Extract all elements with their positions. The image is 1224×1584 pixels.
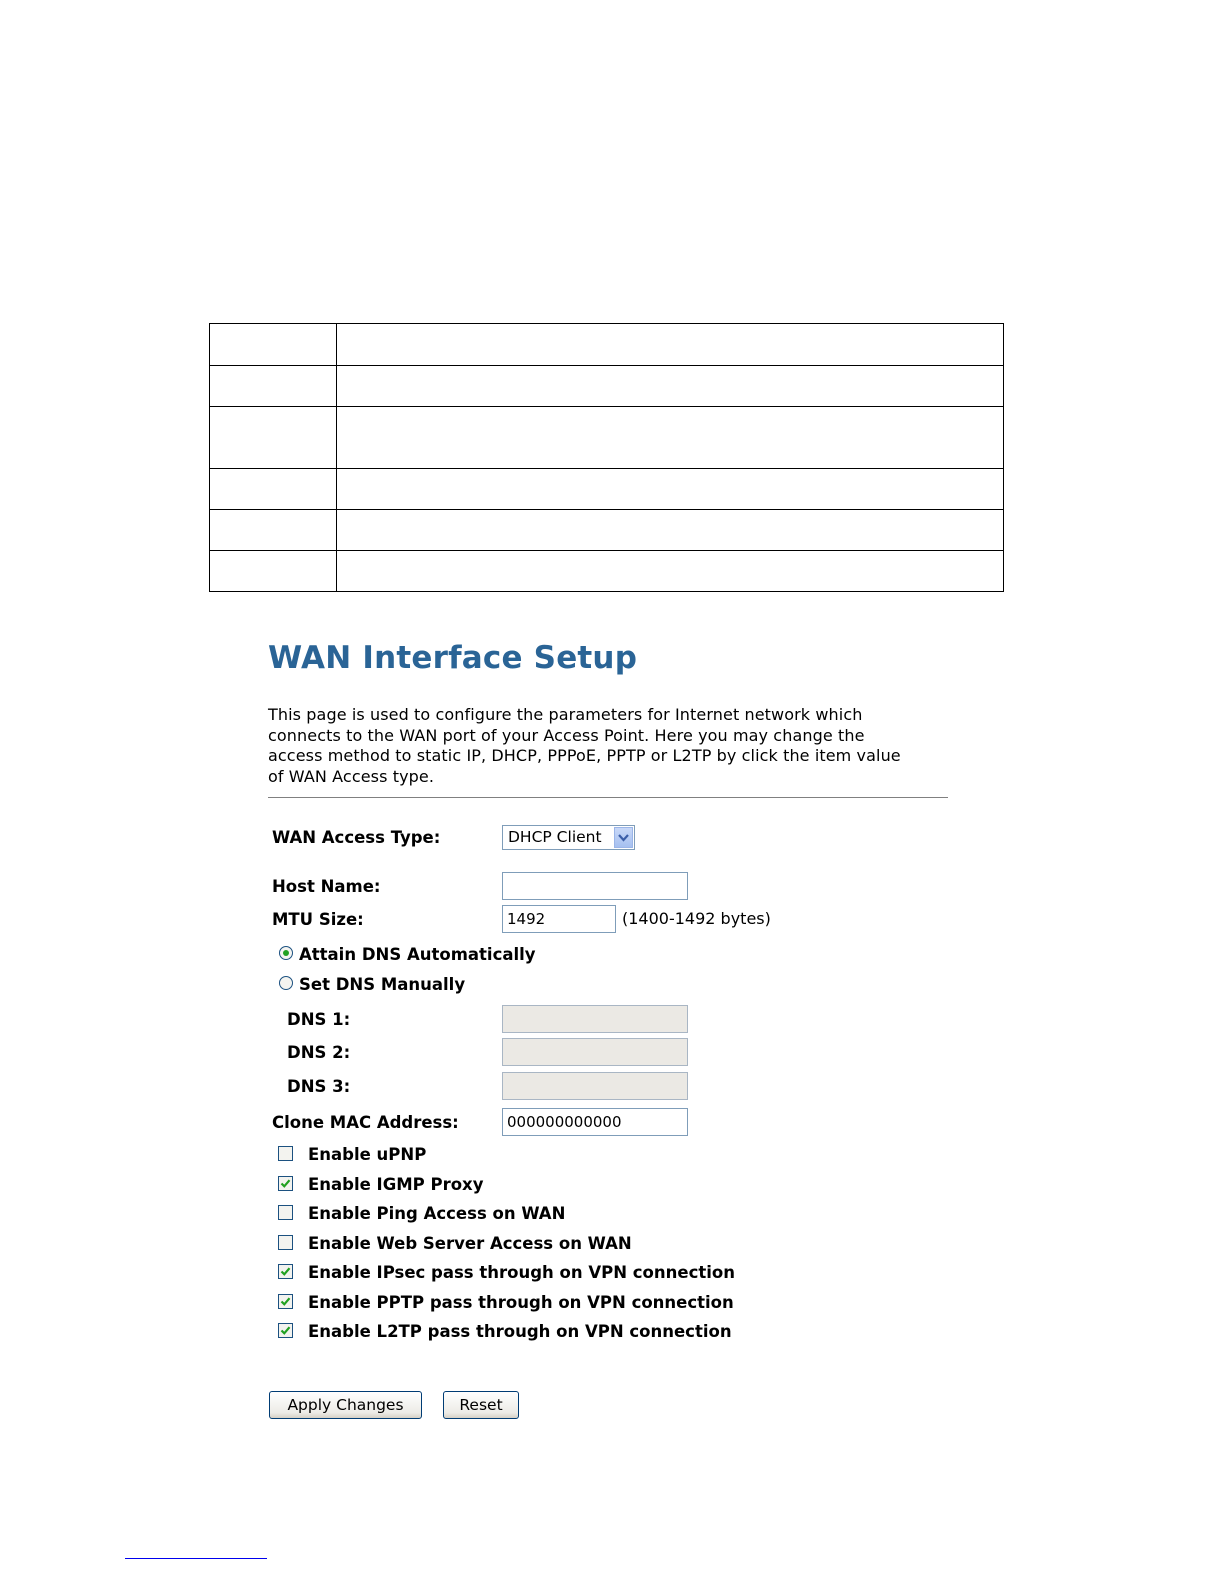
checkmark-icon bbox=[280, 1178, 291, 1189]
mtu-size-input[interactable]: 1492 bbox=[502, 905, 616, 933]
dns1-label: DNS 1: bbox=[287, 1010, 351, 1029]
enable-web-server-access-wan-checkbox[interactable] bbox=[278, 1235, 293, 1250]
dns-auto-label: Attain DNS Automatically bbox=[299, 945, 536, 964]
dns-manual-label: Set DNS Manually bbox=[299, 975, 466, 994]
page-title: WAN Interface Setup bbox=[268, 640, 638, 676]
table-cell bbox=[337, 407, 1004, 469]
table-row bbox=[210, 551, 1004, 592]
enable-pptp-passthrough-checkbox[interactable] bbox=[278, 1294, 293, 1309]
wan-access-type-select[interactable] bbox=[502, 825, 635, 850]
divider bbox=[268, 797, 948, 798]
radio-dot-icon bbox=[283, 950, 289, 956]
dns2-label: DNS 2: bbox=[287, 1043, 351, 1062]
description-line: This page is used to configure the parameters for Internet network which bbox=[268, 705, 863, 724]
dns-auto-radio[interactable] bbox=[279, 946, 293, 960]
enable-ipsec-passthrough-label: Enable IPsec pass through on VPN connection bbox=[308, 1263, 735, 1282]
table-row bbox=[210, 407, 1004, 469]
table-cell bbox=[337, 366, 1004, 407]
table-row bbox=[210, 510, 1004, 551]
enable-ping-access-wan-checkbox[interactable] bbox=[278, 1205, 293, 1220]
reset-button[interactable]: Reset bbox=[443, 1391, 519, 1419]
enable-l2tp-passthrough-checkbox[interactable] bbox=[278, 1323, 293, 1338]
apply-changes-button[interactable]: Apply Changes bbox=[269, 1391, 422, 1419]
enable-l2tp-passthrough-label: Enable L2TP pass through on VPN connection bbox=[308, 1322, 732, 1341]
mtu-size-label: MTU Size: bbox=[272, 910, 364, 929]
description-line: access method to static IP, DHCP, PPPoE, PPTP or L2TP by click the item value bbox=[268, 746, 901, 765]
empty-table bbox=[209, 323, 1004, 592]
table-cell bbox=[210, 407, 337, 469]
dns3-input[interactable] bbox=[502, 1072, 688, 1100]
table-cell bbox=[210, 510, 337, 551]
enable-ping-access-wan-label: Enable Ping Access on WAN bbox=[308, 1204, 566, 1223]
wan-access-type-value: DHCP Client bbox=[508, 828, 602, 846]
table-row bbox=[210, 469, 1004, 510]
table-cell bbox=[337, 324, 1004, 366]
checkmark-icon bbox=[280, 1325, 291, 1336]
table-cell bbox=[210, 324, 337, 366]
enable-web-server-access-wan-label: Enable Web Server Access on WAN bbox=[308, 1234, 632, 1253]
enable-upnp-label: Enable uPNP bbox=[308, 1145, 427, 1164]
table-cell bbox=[337, 510, 1004, 551]
footer-link-underline bbox=[125, 1558, 267, 1559]
checkmark-icon bbox=[280, 1296, 291, 1307]
enable-igmp-proxy-label: Enable IGMP Proxy bbox=[308, 1175, 484, 1194]
chevron-down-icon[interactable] bbox=[614, 827, 633, 848]
table-cell bbox=[337, 551, 1004, 592]
page-description bbox=[268, 705, 968, 787]
enable-upnp-checkbox[interactable] bbox=[278, 1146, 293, 1161]
mtu-size-hint: (1400-1492 bytes) bbox=[622, 909, 771, 928]
description-line: connects to the WAN port of your Access Point. Here you may change the bbox=[268, 725, 865, 745]
clone-mac-input[interactable]: 000000000000 bbox=[502, 1108, 688, 1136]
enable-ipsec-passthrough-checkbox[interactable] bbox=[278, 1264, 293, 1279]
host-name-input[interactable] bbox=[502, 872, 688, 900]
table-row bbox=[210, 324, 1004, 366]
dns-manual-radio[interactable] bbox=[279, 976, 293, 990]
enable-pptp-passthrough-label: Enable PPTP pass through on VPN connection bbox=[308, 1293, 734, 1312]
dns3-label: DNS 3: bbox=[287, 1077, 351, 1096]
checkmark-icon bbox=[280, 1266, 291, 1277]
enable-igmp-proxy-checkbox[interactable] bbox=[278, 1176, 293, 1191]
table-cell bbox=[337, 469, 1004, 510]
table-row bbox=[210, 366, 1004, 407]
table-cell bbox=[210, 469, 337, 510]
dns2-input[interactable] bbox=[502, 1038, 688, 1066]
clone-mac-label: Clone MAC Address: bbox=[272, 1113, 459, 1132]
wan-access-type-label: WAN Access Type: bbox=[272, 828, 441, 847]
dns1-input[interactable] bbox=[502, 1005, 688, 1033]
table-cell bbox=[210, 551, 337, 592]
host-name-label: Host Name: bbox=[272, 877, 381, 896]
table-cell bbox=[210, 366, 337, 407]
description-line: of WAN Access type. bbox=[268, 766, 435, 786]
